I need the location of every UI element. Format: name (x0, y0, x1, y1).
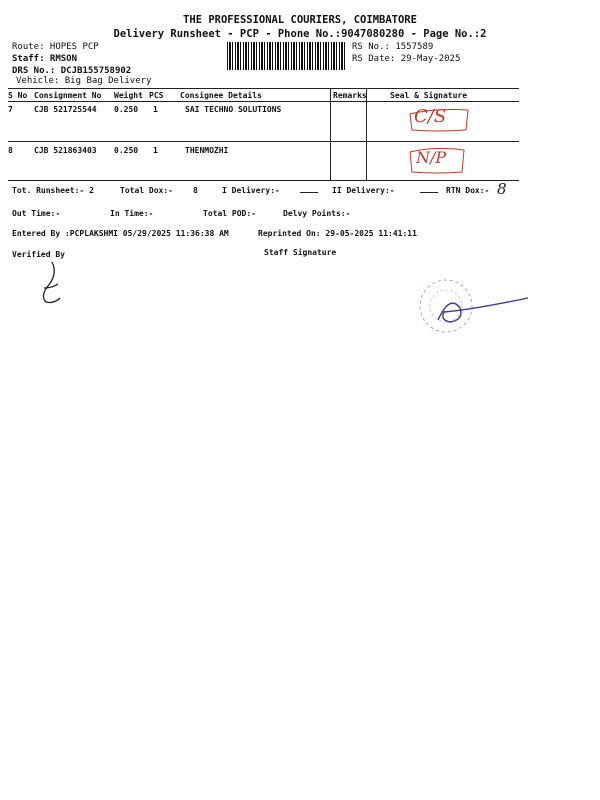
runsheet-subtitle: Delivery Runsheet - PCP - Phone No.:9047080280 - Page No.:2 (113, 28, 487, 40)
staff-signature-label: Staff Signature (264, 248, 337, 257)
header-pcs: PCS (149, 91, 164, 100)
total-runsheet: Tot. Runsheet:- 2 (12, 186, 94, 195)
staff-label: Staff: RMSON (12, 54, 78, 64)
rtn-dox-label: RTN Dox:- (446, 186, 490, 195)
barcode-image (227, 42, 347, 70)
ii-delivery-label: II Delivery:- (332, 186, 395, 195)
row-consignment: CJB 521725544 (34, 105, 97, 114)
out-time-label: Out Time:- (12, 209, 61, 218)
table-top-rule (8, 88, 519, 89)
reprinted-on: Reprinted On: 29-05-2025 11:41:11 (258, 229, 417, 238)
header-consignment: Consignment No (34, 91, 102, 100)
table-bottom-rule (8, 180, 519, 181)
rtn-dox-handwriting: 8 (497, 180, 507, 198)
verified-by-label: Verified By (12, 250, 65, 259)
delvy-points-label: Delvy Points:- (283, 209, 351, 218)
row-sno: 7 (8, 105, 13, 114)
vehicle-label: Vehicle: Big Bag Delivery (16, 76, 152, 86)
header-seal-signature: Seal & Signature (390, 91, 468, 100)
ii-delivery-dash (420, 192, 438, 193)
header-consignee: Consignee Details (180, 91, 262, 100)
seal-box-sketch (406, 142, 470, 176)
row-consignee: THENMOZHI (185, 146, 229, 155)
entered-by: Entered By :PCPLAKSHMI 05/29/2025 11:36:38 AM (12, 229, 229, 238)
route-label: Route: HOPES PCP (12, 42, 99, 52)
row-consignee: SAI TECHNO SOLUTIONS (185, 105, 282, 114)
verified-signature-mark (30, 258, 70, 308)
row-consignment: CJB 521863403 (34, 146, 97, 155)
i-delivery-label: I Delivery:- (222, 186, 280, 195)
company-title: THE PROFESSIONAL COURIERS, COIMBATORE (183, 14, 417, 26)
rs-date: RS Date: 29-May-2025 (352, 54, 461, 64)
remarks-left-rule (330, 88, 331, 180)
row-sno: 8 (8, 146, 13, 155)
row-pcs: 1 (153, 146, 158, 155)
header-weight: Weight (114, 91, 143, 100)
office-stamp-and-signature (410, 270, 540, 340)
total-dox-value: 8 (193, 186, 198, 195)
header-remarks: Remarks (333, 91, 367, 100)
rs-number: RS No.: 1557589 (352, 42, 434, 52)
row-seal-handwriting: C/S (414, 106, 447, 127)
remarks-right-rule (366, 88, 367, 180)
row-seal-handwriting: N/P (416, 148, 447, 167)
row-weight: 0.250 (114, 146, 139, 155)
in-time-label: In Time:- (110, 209, 154, 218)
drs-number: DRS No.: DCJB155758902 (12, 66, 132, 76)
row-pcs: 1 (153, 105, 158, 114)
total-pod-label: Total POD:- (203, 209, 256, 218)
seal-box-sketch (404, 100, 474, 136)
i-delivery-dash (300, 192, 318, 193)
total-dox-label: Total Dox:- (120, 186, 173, 195)
row-weight: 0.250 (114, 105, 139, 114)
header-sno: S No (8, 91, 28, 100)
